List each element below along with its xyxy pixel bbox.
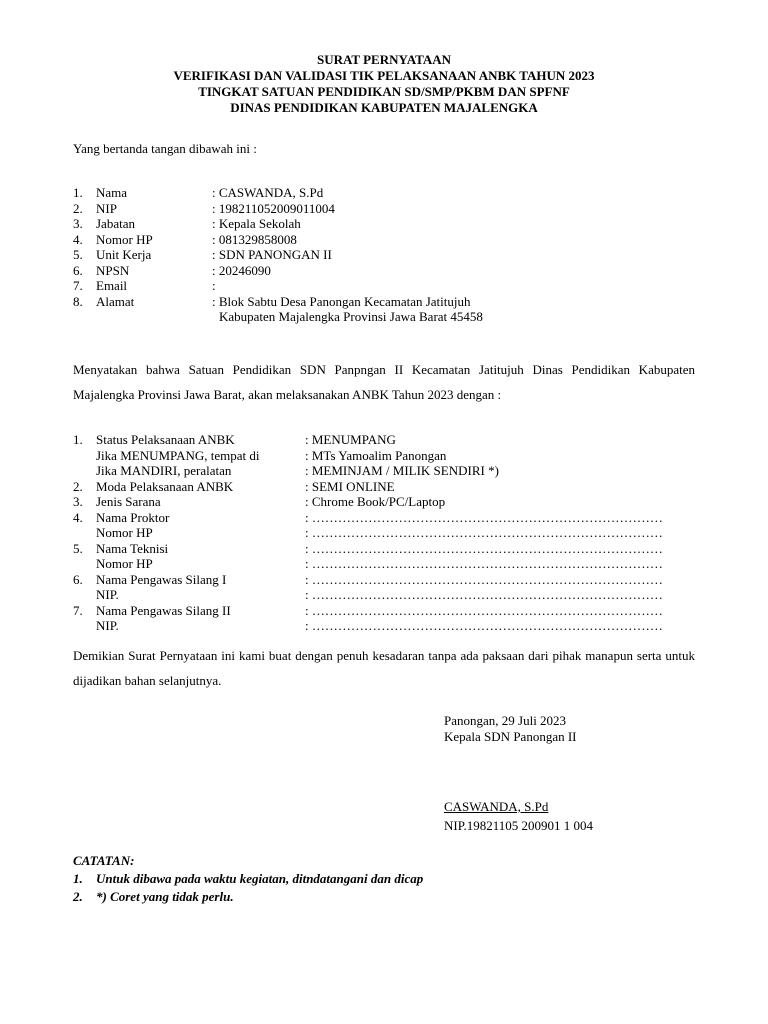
intro-text: Yang bertanda tangan dibawah ini : <box>73 141 257 156</box>
field-label: Unit Kerja <box>96 247 152 262</box>
field-label: Nomor HP <box>96 232 153 247</box>
doc-subtitle-1: VERIFIKASI DAN VALIDASI TIK PELAKSANAAN ANBK TAHUN 2023 <box>173 68 595 83</box>
field-label: Jika MANDIRI, peralatan <box>96 463 232 478</box>
field-value: : MEMINJAM / MILIK SENDIRI *) <box>305 463 499 478</box>
list-number: 6. <box>73 263 83 278</box>
note-item: Untuk dibawa pada waktu kegiatan, ditndatangani dan dicap <box>96 871 424 886</box>
list-number: 1. <box>73 871 83 886</box>
field-value: : SEMI ONLINE <box>305 479 395 494</box>
address-continuation: Kabupaten Majalengka Provinsi Jawa Barat 45458 <box>219 309 483 324</box>
field-value: : ……………………………………………………………………… <box>305 541 663 556</box>
field-value: : Kepala Sekolah <box>212 216 301 231</box>
list-number: 5. <box>73 541 83 556</box>
field-label: Nama Teknisi <box>96 541 169 556</box>
list-number: 1. <box>73 432 83 447</box>
field-value: : SDN PANONGAN II <box>212 247 332 262</box>
field-label: NIP. <box>96 587 119 602</box>
field-value: : CASWANDA, S.Pd <box>212 185 324 200</box>
field-label: Moda Pelaksanaan ANBK <box>96 479 234 494</box>
field-value: : 198211052009011004 <box>212 201 335 216</box>
signature-position: Kepala SDN Panongan II <box>444 729 577 744</box>
field-value: : ……………………………………………………………………… <box>305 510 663 525</box>
doc-subtitle-2: TINGKAT SATUAN PENDIDIKAN SD/SMP/PKBM DAN SPFNF <box>198 84 570 99</box>
field-value: : ……………………………………………………………………… <box>305 618 663 633</box>
list-number: 3. <box>73 216 83 231</box>
field-label: NPSN <box>96 263 130 278</box>
note-item: *) Coret yang tidak perlu. <box>96 889 234 904</box>
field-value: : Blok Sabtu Desa Panongan Kecamatan Jatitujuh <box>212 294 471 309</box>
field-value: : ……………………………………………………………………… <box>305 556 663 571</box>
field-label: NIP <box>96 201 117 216</box>
doc-title: SURAT PERNYATAAN <box>317 52 451 67</box>
field-label: Status Pelaksanaan ANBK <box>96 432 235 447</box>
notes-title: CATATAN: <box>73 853 135 868</box>
field-value: : ……………………………………………………………………… <box>305 603 663 618</box>
field-label: Nama Proktor <box>96 510 170 525</box>
field-label: Jenis Sarana <box>96 494 161 509</box>
list-number: 2. <box>73 889 83 904</box>
signature-nip: NIP.19821105 200901 1 004 <box>444 818 594 833</box>
field-label: Email <box>96 278 128 293</box>
field-label: Nomor HP <box>96 525 153 540</box>
field-value: : ……………………………………………………………………… <box>305 572 663 587</box>
list-number: 3. <box>73 494 83 509</box>
closing-paragraph: Demikian Surat Pernyataan ini kami buat dengan penuh kesadaran tanpa ada paksaan dari pihak manapun serta untuk dijadikan bahan selanjutnya. <box>73 648 695 688</box>
list-number: 6. <box>73 572 83 587</box>
list-number: 4. <box>73 510 83 525</box>
list-number: 7. <box>73 603 83 618</box>
field-label: NIP. <box>96 618 119 633</box>
field-label: Alamat <box>96 294 135 309</box>
list-number: 1. <box>73 185 83 200</box>
field-label: Nama <box>96 185 128 200</box>
list-number: 2. <box>73 201 83 216</box>
field-value: : ……………………………………………………………………… <box>305 525 663 540</box>
field-value: : Chrome Book/PC/Laptop <box>305 494 446 509</box>
doc-subtitle-3: DINAS PENDIDIKAN KABUPATEN MAJALENGKA <box>230 100 538 115</box>
signature-name: CASWANDA, S.Pd <box>444 799 549 814</box>
field-value: : 20246090 <box>212 263 271 278</box>
field-label: Jika MENUMPANG, tempat di <box>96 448 260 463</box>
list-number: 4. <box>73 232 83 247</box>
field-value: : 081329858008 <box>212 232 297 247</box>
field-label: Nama Pengawas Silang II <box>96 603 231 618</box>
list-number: 5. <box>73 247 83 262</box>
field-label: Nama Pengawas Silang I <box>96 572 227 587</box>
field-label: Nomor HP <box>96 556 153 571</box>
list-number: 7. <box>73 278 83 293</box>
signature-place-date: Panongan, 29 Juli 2023 <box>444 713 567 728</box>
list-number: 8. <box>73 294 83 309</box>
field-value: : MTs Yamoalim Panongan <box>305 448 447 463</box>
field-value: : <box>212 278 216 293</box>
field-label: Jabatan <box>96 216 135 231</box>
field-value: : MENUMPANG <box>305 432 396 447</box>
statement-paragraph: Menyatakan bahwa Satuan Pendidikan SDN Panpngan II Kecamatan Jatitujuh Dinas Pendidikan Kabupaten Majalengka Provinsi Jawa Barat, akan melaksanakan ANBK Tahun 2023 dengan : <box>73 362 695 402</box>
field-value: : ……………………………………………………………………… <box>305 587 663 602</box>
list-number: 2. <box>73 479 83 494</box>
